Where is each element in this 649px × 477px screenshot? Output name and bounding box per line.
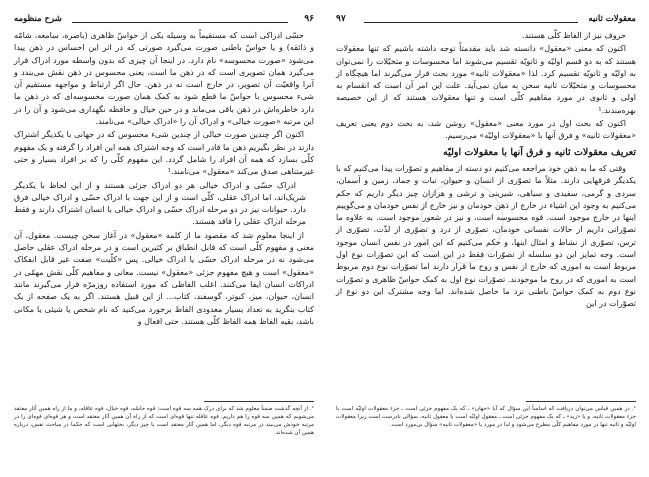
right-page [336,0,636,477]
footnote: ¹. از آنچه گذشت ضمناً معلوم شد که برای درک همه سه قوه است: قوه حاسّه، قوه خیال، قوه عاقله، و ما از راه همین آثار معتقد می‌شویم که همین سه قوه را هم داریم. قوه عاقله تنها قوه‌ای است که از راه آن همین آثار معتقد است و هر قوه‌ای قوه‌ای را در مرتبه خودش می‌بیند در مرتبه قوه دیگر، اما همین آثار معتقد است یا چیز دیگر، بحثهایی است که حکما در مباحث نفس، درباره همین آن شده‌اند. [14,406,314,436]
page-number: ۹۶ [304,14,314,24]
paragraph: ادراک حسّی و ادراک خیالی هر دو ادراک جزئی هستند و از این لحاظ با یکدیگر شریک‌اند، اما ادراک عقلی، کلّی است و از این جهت با ادراک حسّی و ادراک خیالی فرق دارد. حیوانات نیز در دو مرحله ادراک حسّی و ادراک خیالی با انسان اشتراک دارند و فقط مرحله ادراک عقلی را فاقد هستند. [14,180,306,227]
running-title: شرح منظومه [14,14,62,24]
page-number: ۹۷ [336,14,346,24]
paragraph: اکنون که معنی «معقول» دانسته شد باید مقدمتاً توجه داشته باشیم که تنها معقولات هستند که به دو قسم اولیّه و ثانویّه تقسیم می‌شوند اما محسوسات و متخیّلات را نمی‌توان به اولیّه و ثانویّه تقسیم کرد. لذا «معقولات ثانیه» مورد بحث قرار می‌گیرند اما هیچگاه از محسوسات و متخیّلات ثانیه سخن به میان نمی‌آید. علت این امر آن است که انقسام به اولی و ثانوی در مورد مفاهیم کلّی است و تنها معقولات هستند که از این خصیصه بهره‌مندند.¹ [336,44,637,115]
section-heading: تعریف معقولات ثانیه و فرق آنها با معقولات اولیّه [443,146,636,158]
paragraph: حسّی ادراکی است که مستقیماً به وسیله یکی از حواسّ ظاهری (باصره، سامعه، شامّه و ذائقه) و یا حواسّ باطنی صورت می‌گیرد صورتی که در اثر این احساس در ذهن پیدا می‌شود «صورت محسوسه» نام دارد. در اینجا آن چیزی که بدون واسطه مورد ادراک قرار می‌گیرد همان تصویری است که در ذهن ما است، یعنی محسوس در ذهن نقش می‌بندد و آنرا واقعیّت آن تصویر، در خارج است نه در ذهن. حال اگر ارتباط و مواجهه مستقیم آن شیء محسوس با حواسّ ما قطع شود به کمک همان صورت محسوسه‌ای که در ذهن ما دارد خاطره‌اش در ذهن باقی می‌ماند و در حین خیال و حافظه نگهداری می‌شود و آن را در این مرتبه «صورت خیالی» و ادراک آن را «ادراک خیالی» می‌نامند. [14,31,314,127]
header-rule [364,22,578,23]
running-title: معقولات ثانیه [588,14,636,24]
paragraph: وقتی که ما به ذهن خود مراجعه می‌کنیم دو دسته از مفاهیم و تصوّرات پیدا می‌کنیم که با یکدیگر فرقهایی دارند. مثلاً ما تصوّری از انسان و حیوان، نبات و جماد، زمین و آسمان، سردی و گرمی، سفیدی و سیاهی، شیرینی و ترشی و هزاران چیز دیگر داریم که حکم می‌کنیم به وجود این اشیاء در خارج از ذهن خودمان و نیز خارج از نفس خودمان و می‌گوییم اینها در خارج موجود است. قوه محسوسه است، و نیز در شعور موجود است. به علاوه ما تصوّراتی داریم از حالات نفسانی خودمان، تصوّری از درد و تصوّری از لذّت، تصوّری از ترس، تصوّری از نشاط و امثال اینها، و حکم می‌کنیم که این امور در نفس انسان موجود است. وجه تمایز این دو سلسله از تصوّرات فقط در این است که این تصوّرات نوع اول مربوط است به اموری که خارج از نفس و روح ما قرار دارند اما تصوّرات نوع دوم مربوط است به اموری که در روح ما موجودند. تصوّرات نوع اول به کمک حواسّ ظاهری و تصوّرات نوع دوم به کمک حواسّ باطنی نزد ما حاصل شده‌اند. اما وجه مشترک این دو نوع از تصوّرات در این [336,163,636,309]
footnote-rule [204,401,314,402]
footnote-rule [526,401,636,402]
paragraph: اکنون که بحث اول در مورد معنی «معقول» روشن شد، به بحث دوم یعنی تعریف «معقولات ثانیه» و فرق آنها با «معقولات اولیّه» می‌رسیم. [336,119,636,141]
page-header [14,14,314,28]
paragraph: حروف نیز از الفاظ کلّی هستند. [522,31,626,40]
page-header [336,14,636,28]
page-body [14,30,314,329]
footnote: ¹. در همین قیاس می‌توان دریافت که اساساً این سؤال که آیا «جهان» ـ که یک مفهوم جزئی است ـ جزء معقولات اولیّه است یا جزء معقولات ثانیه، و یا «زید» ـ که یک مفهوم جزئی است ـ معقول اولیّه است یا معقول ثانیه، سؤالی نادرست است زیرا معقولات اولیّه و ثانیه تنها در مورد مفاهیم کلّی مطرح می‌شود و لذا در مورد یا «معقولات ثانیه» سؤال بی‌مورد است. [336,406,636,428]
header-rule [72,22,288,23]
left-page [14,0,314,477]
paragraph: از اینجا معلوم شد که مقصود ما از کلمه «معقول» در آغاز سخن چیست. معقول، آن معنی و مفهوم کلّی است که قابل انطباق بر کثیرین است و در مرحله ادراک عقلی حاصل می‌شود نه در مرحله ادراک حسّی یا ادراک خیالی. پس «کلّیت» صفت غیر قابل انفکاک «معقول» است و هیچ مفهوم جزئی «معقول» نیست. معانی و مفاهیم کلّی نقش مهمّی در ادراکات انسان ایفا می‌کنند. اغلب الفاظی که مورد استفاده روزمرّه قرار می‌گیرند مانند انسان، حیوان، میز، کبوتر، گوسفند، کتاب... از این قبیل هستند. اگر به یک صفحه از یک کتاب بنگرید به تعداد بسیار معدودی الفاظ برخورد می‌کنید که نام شخص یا شیئی یا مکانی باشد، بقیه الفاظ همه الفاظ کلّی هستند. حتی افعال و [14,230,314,326]
paragraph: اکنون اگر چندین صورت خیالی از چندین شیء محسوس که در جهانی با یکدیگر اشتراک دارند در نظر بگیریم ذهن ما قادر است که وجه اشتراک همه این افراد را گرفته و یک مفهوم کلّی بسازد که همه آن افراد را شامل گردد. این مفهوم کلّی را که بر افراد بسیار و حتی غیرمتناهی صدق می‌کند «معقول» می‌نامند.¹ [13,130,314,177]
page-body [336,30,636,312]
